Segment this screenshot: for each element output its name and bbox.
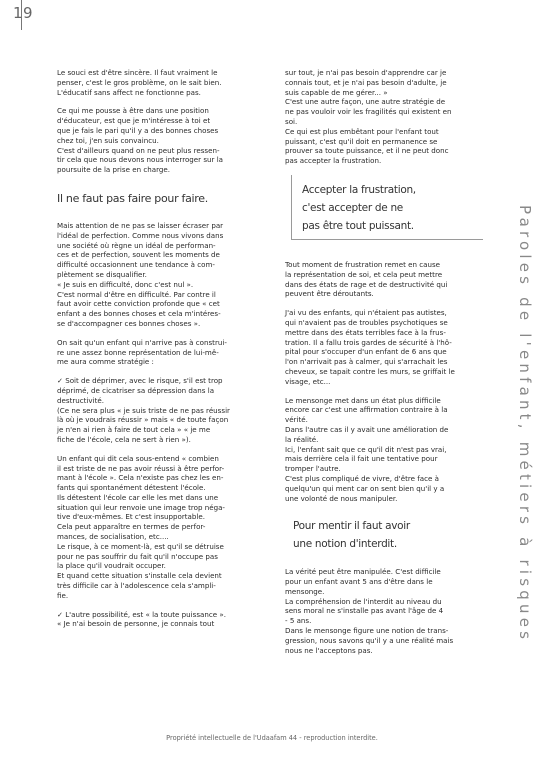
text-line: fants qui spontanément détestent l'école. [57, 483, 206, 493]
text-line: pour ne pas souffrir du fait qu'il n'occupe pas [57, 551, 218, 561]
text-line: qui n'avaient pas de troubles psychotiques se [285, 317, 448, 327]
heading-line: Accepter la frustration, [302, 183, 416, 196]
text-line: quelqu'un qui ment car on sent bien qu'il y a [285, 483, 445, 493]
text-line: se d'accompagner ces bonnes choses ». [57, 318, 201, 328]
paragraph [285, 396, 483, 504]
text-line: « Je n'ai besoin de personne, je connais tout [57, 619, 215, 629]
text-line: visage, etc... [285, 376, 331, 386]
text-line: ne pas vouloir voir les fragilités qui existent en [285, 107, 452, 117]
text-line: difficulté occasionnent une tendance à com- [57, 260, 215, 270]
text-line: fiche de l'école, cela ne sert à rien »). [57, 434, 191, 444]
text-line: Le risque, à ce moment-là, est qu'il se détruise [57, 541, 224, 551]
left-column [57, 68, 275, 638]
text-line: déprimé, de cicatriser sa dépression dans la [57, 385, 215, 395]
paragraph [57, 610, 275, 630]
paragraph [57, 106, 275, 175]
text-line: Le mensonge met dans un état plus difficile [285, 395, 441, 405]
text-line: mances, de socialisation, etc.... [57, 532, 169, 542]
text-line: mais derrière cela il fait une tentative pour [285, 454, 438, 464]
heading-line: c'est accepter de ne [302, 201, 403, 214]
text-line: il est triste de ne pas avoir réussi à être perfor- [57, 463, 225, 473]
text-line: pour un enfant avant 5 ans d'être dans le [285, 577, 433, 587]
text-line: la réalité. [285, 434, 319, 444]
heading-line: Pour mentir il faut avoir [293, 520, 410, 533]
text-line: je n'en ai rien à faire de tout cela » « je me [57, 425, 211, 435]
text-line: mant à l'école ». Cela n'existe pas chez les en- [57, 473, 224, 483]
text-line: Cela peut apparaître en termes de perfor- [57, 522, 206, 532]
text-line: C'est plus compliqué de vivre, d'être face à [285, 473, 439, 483]
text-line: très difficile car à l'adolescence cela s'ampli- [57, 581, 216, 591]
text-line: l'idéal de perfection. Comme nous vivons dans [57, 230, 224, 240]
text-line: C'est une autre façon, une autre stratégie de [285, 97, 446, 107]
text-line: fie. [57, 590, 69, 600]
text-line: d'éducateur, est que je m'intéresse à toi et [57, 116, 211, 126]
section-heading [293, 517, 483, 553]
text-line: « Je suis en difficulté, donc c'est nul ». [57, 279, 194, 289]
text-line: la représentation de soi, et cela peut mettre [285, 269, 443, 279]
text-line: tration. Il a fallu trois gardes de sécurité à l'hô- [285, 337, 452, 347]
text-line: cheveux, se tapait contre les murs, se griffait le [285, 366, 455, 376]
text-line: penser, c'est le gros problème, on le sait bien. [57, 77, 222, 87]
text-line: dans des états de rage et de destructivité qui [285, 279, 448, 289]
text-line: destructivité. [57, 395, 104, 405]
text-line: (Ce ne sera plus « je suis triste de ne pas réussir [57, 405, 230, 415]
text-line: une volonté de nous manipuler. [285, 493, 398, 503]
text-line: vérité. [285, 415, 308, 425]
text-line: Ils détestent l'école car elle les met dans une [57, 492, 219, 502]
text-line: gression, nous savons qu'il y a une réalité mais [285, 635, 454, 645]
text-line: ✓ L'autre possibilité, est « la toute puissance ». [57, 609, 226, 619]
paragraph [57, 454, 275, 601]
text-line: suis capable de me gérer... » [285, 87, 388, 97]
text-line: Ce qui est plus embêtant pour l'enfant tout [285, 126, 439, 136]
paragraph [285, 308, 483, 386]
text-line: connais tout, et je n'ai pas besoin d'adulte, je [285, 77, 447, 87]
side-title [516, 205, 534, 644]
paragraph [285, 68, 483, 166]
side-title-text: Paroles de l'enfant, métiers à risques [516, 205, 534, 644]
text-line: la place qu'il voudrait occuper. [57, 561, 166, 571]
paragraph [285, 260, 483, 299]
page-number: 19 [13, 4, 34, 22]
text-line: peuvent être déroutants. [285, 289, 374, 299]
text-line: chez toi, j'en suis convaincu. [57, 135, 159, 145]
text-line: enfant a des bonnes choses et cela m'intéres- [57, 309, 221, 319]
text-line: J'ai vu des enfants, qui n'étaient pas autistes, [285, 308, 447, 318]
text-line: Tout moment de frustration remet en cause [285, 259, 441, 269]
text-line: que je fais le pari qu'il y a des bonnes choses [57, 125, 219, 135]
text-line: faut avoir cette conviction profonde que « cet [57, 299, 220, 309]
text-line: Mais attention de ne pas se laisser écraser par [57, 220, 224, 230]
text-line: ces et de perfection, souvent les moments de [57, 250, 220, 260]
text-line: Ici, l'enfant sait que ce qu'il dit n'est pas vrai, [285, 444, 447, 454]
text-line: pital pour s'occuper d'un enfant de 6 ans que [285, 347, 447, 357]
text-line: La vérité peut être manipulée. C'est difficile [285, 567, 441, 577]
paragraph [285, 567, 483, 655]
text-line: soi. [285, 116, 298, 126]
paragraph [57, 338, 275, 367]
text-line: C'est d'ailleurs quand on ne peut plus ressen- [57, 145, 220, 155]
text-line: re une assez bonne représentation de lui-mê- [57, 347, 219, 357]
text-line: sens moral ne s'installe pas avant l'âge de 4 [285, 606, 444, 616]
section-heading: Il ne faut pas faire pour faire. [57, 191, 208, 205]
text-line: tir cela que nous devons nous interroger sur la [57, 155, 224, 165]
text-line: mensonge. [285, 586, 325, 596]
right-column [285, 68, 483, 664]
text-line: sur tout, je n'ai pas besoin d'apprendre car je [285, 68, 447, 77]
text-line: C'est normal d'être en difficulté. Par contre il [57, 289, 216, 299]
text-line: pas accepter la frustration. [285, 156, 382, 166]
text-line: poursuite de la prise en charge. [57, 165, 170, 175]
text-line: ✓ Soit de déprimer, avec le risque, s'il est trop [57, 376, 223, 386]
text-line: me aura comme stratégie : [57, 357, 154, 367]
text-line: puissant, c'est qu'il doit en permanence se [285, 136, 438, 146]
text-line: nous ne l'acceptons pas. [285, 645, 373, 655]
text-line: La compréhension de l'interdit au niveau du [285, 596, 442, 606]
text-line: On sait qu'un enfant qui n'arrive pas à construi- [57, 337, 227, 347]
text-line: Le souci est d'être sincère. Il faut vraiment le [57, 68, 218, 77]
text-line: l'on n'arrivait pas à calmer, qui s'arrachait les [285, 357, 448, 367]
paragraph [57, 68, 275, 97]
text-line: Dans l'autre cas il y avait une amélioration de [285, 424, 449, 434]
footer: Propriété intellectuelle de l'Udaafam 44 - reproduction interdite. [166, 734, 378, 742]
section-heading-boxed [291, 175, 483, 240]
text-line: Ce qui me pousse à être dans une position [57, 106, 209, 116]
text-line: - 5 ans. [285, 616, 312, 626]
heading-line: une notion d'interdit. [293, 538, 397, 551]
text-line: tive d'eux-mêmes. Et c'est insupportable. [57, 512, 206, 522]
text-line: Et quand cette situation s'installe cela devient [57, 571, 222, 581]
text-line: plètement se disqualifier. [57, 269, 147, 279]
text-line: tromper l'autre. [285, 464, 341, 474]
text-line: Un enfant qui dit cela sous-entend « combien [57, 453, 219, 463]
paragraph [57, 376, 275, 445]
heading-line: pas être tout puissant. [302, 219, 414, 232]
text-line: L'éducatif sans affect ne fonctionne pas. [57, 87, 201, 97]
text-line: encore car c'est une affirmation contraire à la [285, 405, 448, 415]
text-line: une société où règne un idéal de performan- [57, 240, 216, 250]
paragraph [57, 221, 275, 329]
text-line: situation qui leur renvoie une image trop néga- [57, 502, 225, 512]
text-line: là où je voudrais réussir » mais « de toute façon [57, 415, 229, 425]
text-line: mettre dans des états terribles face à la frus- [285, 327, 446, 337]
text-line: prouver sa toute puissance, et il ne peut donc [285, 146, 449, 156]
text-line: Dans le mensonge figure une notion de trans- [285, 626, 449, 636]
